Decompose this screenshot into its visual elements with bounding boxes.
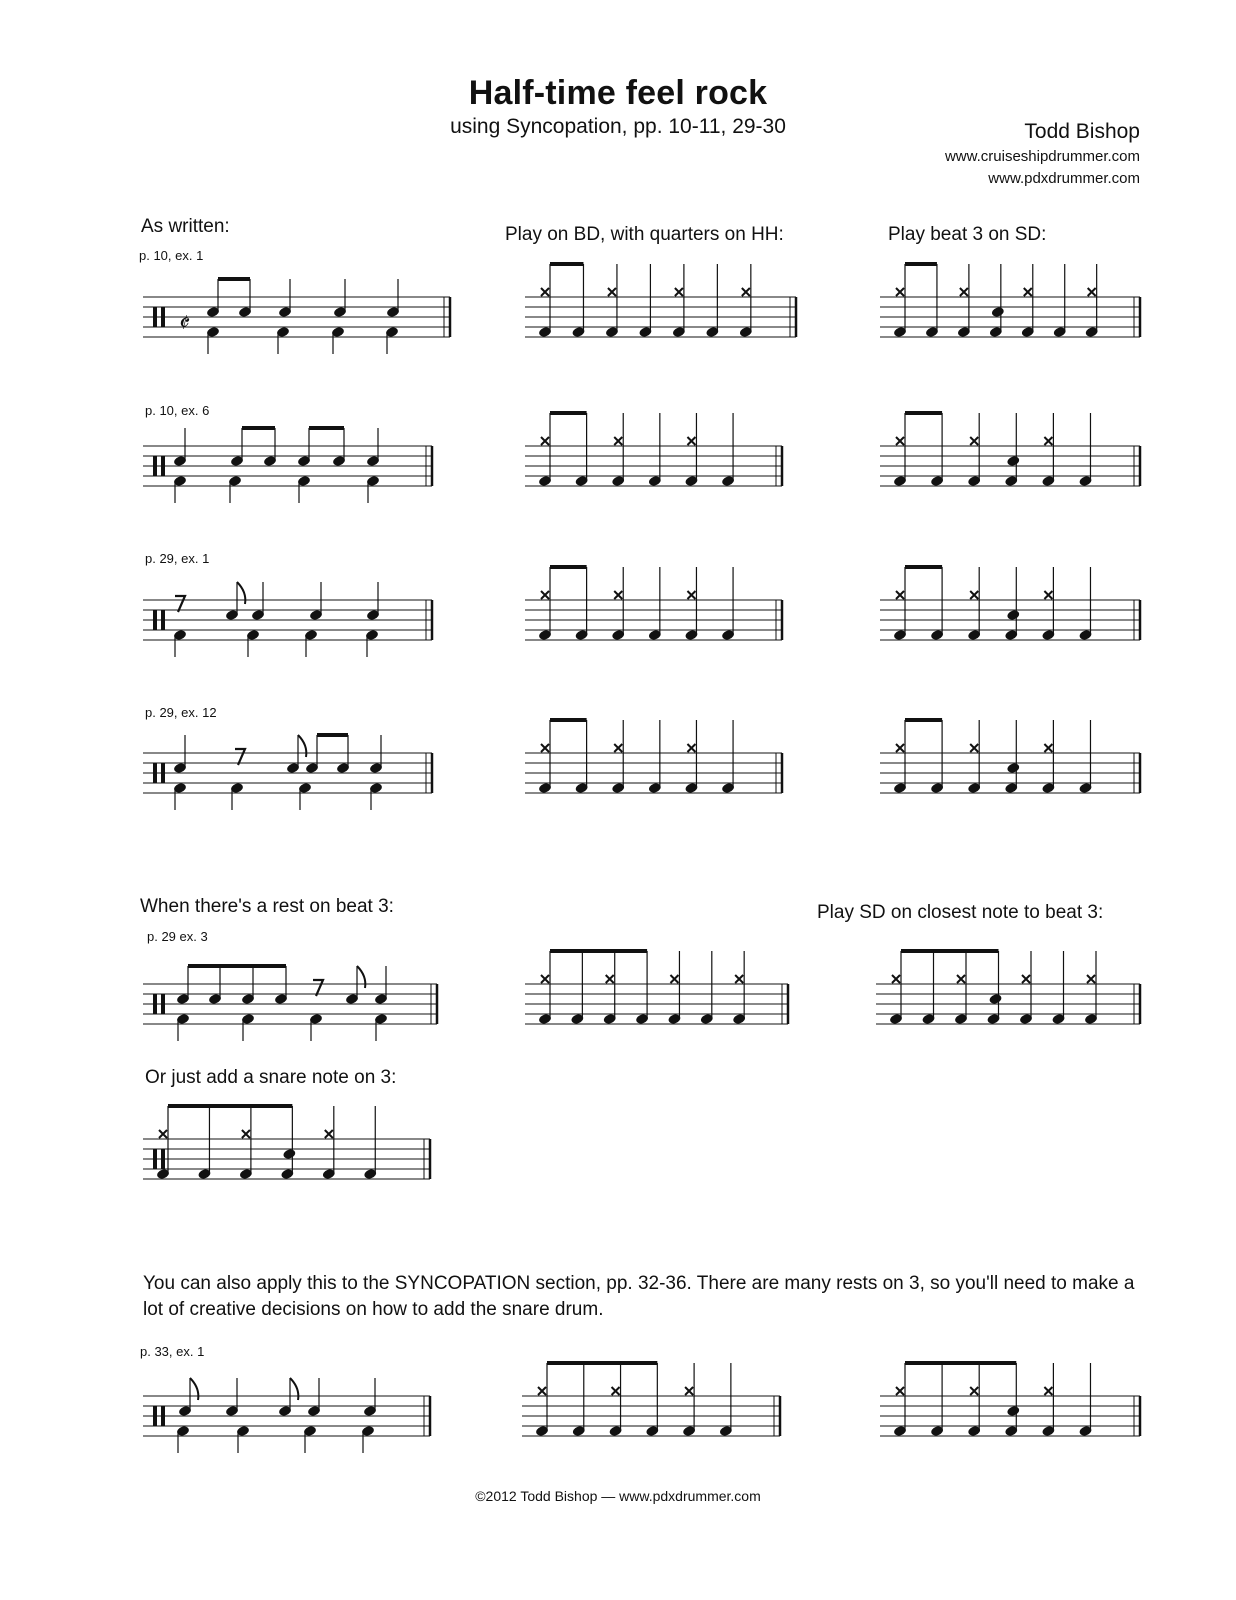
hihat-note [1044,1387,1052,1395]
heading-rest-on-3: When there's a rest on beat 3: [140,896,394,917]
page-subtitle: using Syncopation, pp. 10-11, 29-30 [450,115,786,138]
hihat-note [970,1387,978,1395]
page-footer: ©2012 Todd Bishop — www.pdxdrummer.com [475,1488,761,1504]
heading-play-on-bd: Play on BD, with quarters on HH: [505,224,784,245]
heading-add-snare: Or just add a snare note on 3: [145,1067,397,1088]
example-label-p33-ex1: p. 33, ex. 1 [140,1344,205,1359]
example-label-p10-ex1: p. 10, ex. 1 [139,248,204,263]
snare-note [1006,1405,1020,1417]
example-label-p29-ex1: p. 29, ex. 1 [145,551,210,566]
example-label-p29-ex12: p. 29, ex. 12 [145,705,217,720]
hihat-note [896,1387,904,1395]
page-title: Half-time feel rock [468,74,768,112]
example-label-p10-ex6: p. 10, ex. 6 [145,403,210,418]
heading-play-beat3: Play beat 3 on SD: [888,224,1047,245]
heading-as-written: As written: [141,216,230,237]
author-url-1[interactable]: www.cruiseshipdrummer.com [944,148,1140,165]
syncopation-note: You can also apply this to the SYNCOPATION section, pp. 32-36. There are many rests on 3, so you'll need to make a lot of creative decisions on how to add the snare drum. [143,1273,1135,1320]
note-beam [905,1361,1016,1365]
example-label-p29-ex3: p. 29 ex. 3 [147,929,208,944]
time-signature: 𝄵 [177,309,188,337]
author-name: Todd Bishop [1024,120,1140,143]
heading-closest-note: Play SD on closest note to beat 3: [817,902,1104,923]
author-url-2[interactable]: www.pdxdrummer.com [988,170,1140,187]
